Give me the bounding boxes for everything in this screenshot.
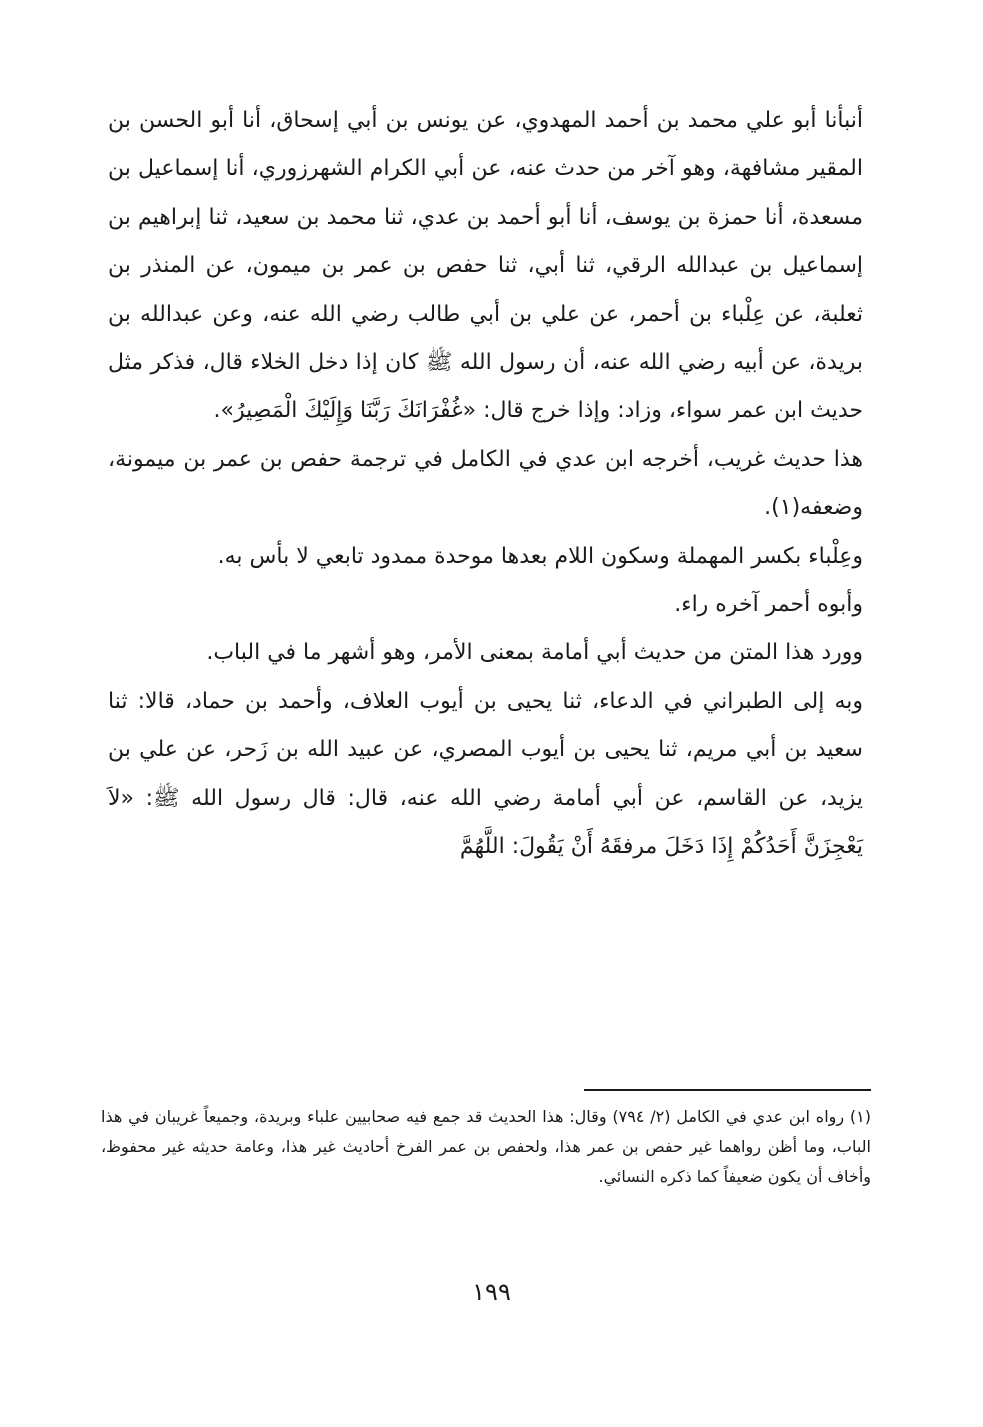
paragraph-abu-umama-intro: وورد هذا المتن من حديث أبي أمامة بمعنى الأمر، وهو أشهر ما في الباب. (206, 640, 863, 666)
paragraph-father-note: وأبوه أحمر آخره راء. (674, 592, 863, 618)
paragraph-tabarani-isnad: وبه إلى الطبراني في الدعاء، ثنا يحيى بن أيوب العلاف، وأحمد بن حماد، قالا: ثنا سعيد بن أبي مريم، ثنا يحيى بن أيوب المصري، عن عبيد الله بن زَحر، عن علي بن يزيد، عن القاسم، عن أبي أمامة رضي الله عنه، قال: قال رسول الله ﷺ: «لاَ يَعْجِزَنَّ أَحَدُكُمْ إِذَا دَخَلَ مرفقَهُ أَنْ يَقُولَ: اللَّهُمَّ (108, 688, 863, 860)
footnotes (101, 1102, 871, 1192)
main-text (108, 97, 863, 872)
paragraph-hadith-grading: هذا حديث غريب، أخرجه ابن عدي في الكامل في ترجمة حفص بن عمر بن ميمونة، وضعفه(١). (108, 446, 863, 521)
page-number: ١٩٩ (472, 1278, 511, 1306)
footnote-separator (584, 1089, 871, 1091)
footnote-1: (١) رواه ابن عدي في الكامل (٢/ ٧٩٤) وقال: هذا الحديث قد جمع فيه صحابيين علباء وبريدة، وجميعاً غريبان في هذا الباب، وما أظن رواهما غير حفص بن عمر هذا، ولحفص بن عمر الفرخ أحاديث غير هذا، وعامة حديثه غير محفوظ، وأخاف أن يكون ضعيفاً كما ذكره النسائي. (101, 1107, 871, 1186)
paragraph-narrator-note: وعِلْباء بكسر المهملة وسكون اللام بعدها موحدة ممدود تابعي لا بأس به. (217, 543, 863, 569)
paragraph-isnad: أنبأنا أبو علي محمد بن أحمد المهدوي، عن يونس بن أبي إسحاق، أنا أبو الحسن بن المقير مشافهة، وهو آخر من حدث عنه، عن أبي الكرام الشهرزوري، أنا إسماعيل بن مسعدة، أنا حمزة بن يوسف، أنا أبو أحمد بن عدي، ثنا محمد بن سعيد، ثنا إبراهيم بن إسماعيل بن عبدالله الرقي، ثنا أبي، ثنا حفص بن عمر بن ميمون، عن المنذر بن ثعلبة، عن عِلْباء بن أحمر، عن علي بن أبي طالب رضي الله عنه، وعن عبدالله بن بريدة، عن أبيه رضي الله عنه، أن رسول الله ﷺ كان إذا دخل الخلاء قال، فذكر مثل حديث ابن عمر سواء، وزاد: وإذا خرج قال: «غُفْرَانَكَ رَبَّنَا وَإِلَيْكَ الْمَصِيرُ». (108, 108, 863, 424)
